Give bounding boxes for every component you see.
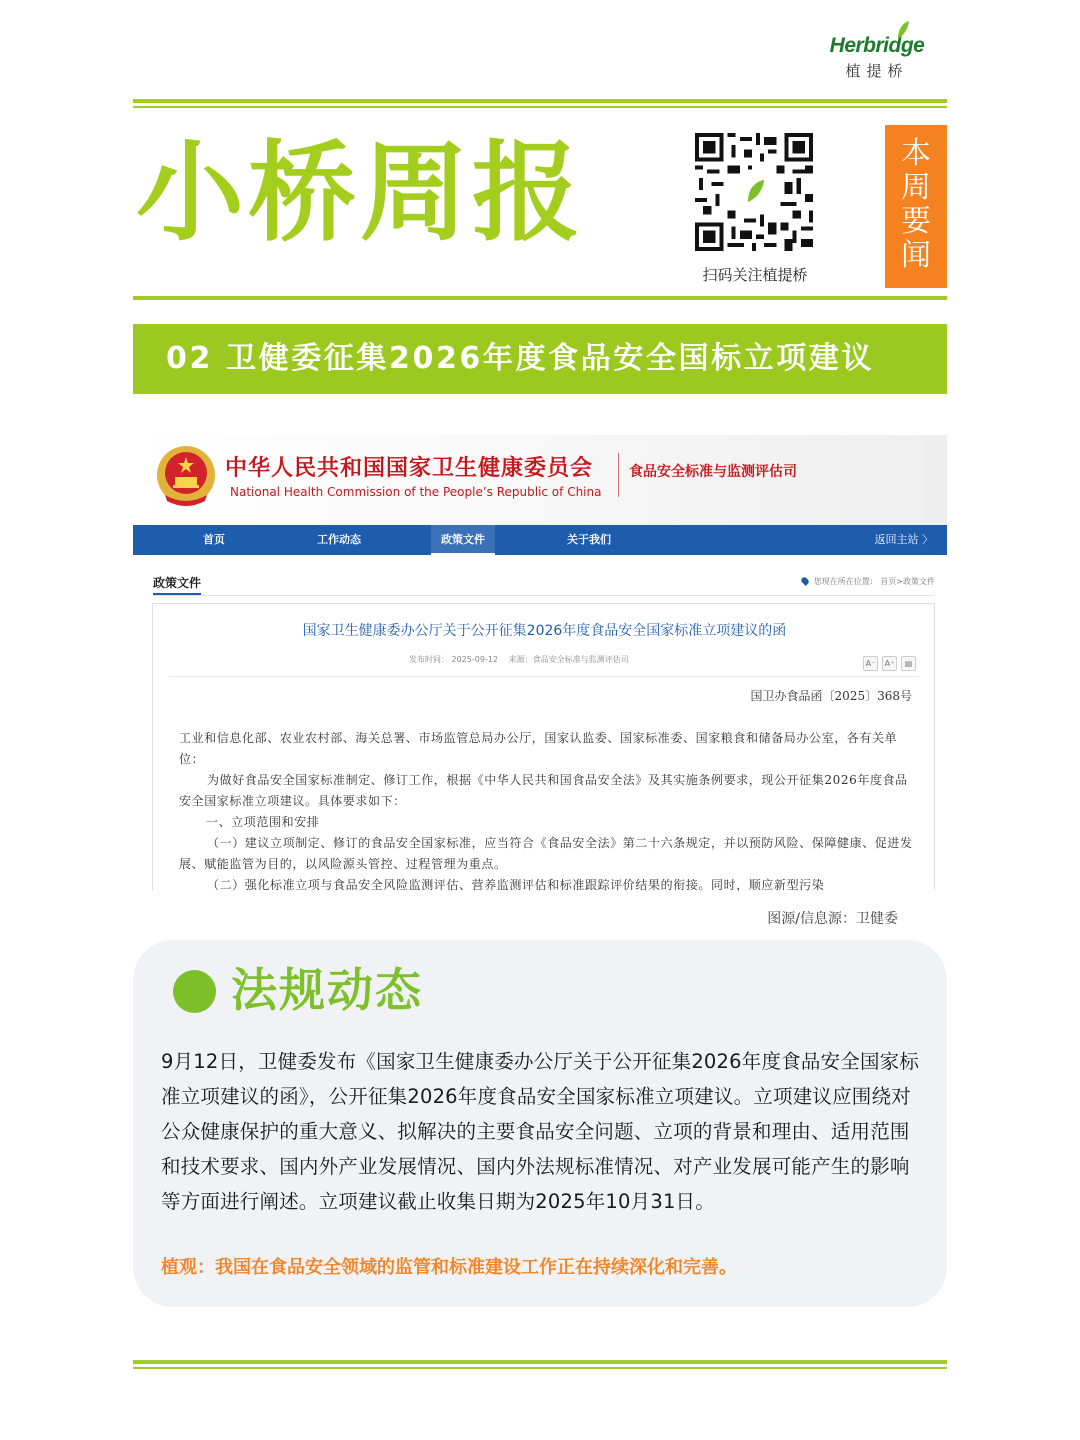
department-name: 食品安全标准与监测评估司 [629, 464, 797, 480]
nav-item-policy[interactable]: 政策文件 [431, 525, 495, 555]
org-name-cn: 中华人民共和国国家卫生健康委员会 [225, 456, 594, 481]
card-title: 法规动态 [231, 963, 423, 1017]
card-commentary: 植观：我国在食品安全领域的监管和标准建设工作正在持续深化和完善。 [161, 1257, 737, 1278]
qr-code[interactable] [695, 133, 813, 251]
location-pin-icon [800, 576, 810, 586]
document-paragraph: 为做好食品安全国家标准制定、修订工作，根据《中华人民共和国食品安全法》及其实施条例要求，现公开征集2026年度食品安全国家标准立项建议。具体要求如下： [179, 773, 908, 808]
document-source: 来源：食品安全标准与监测评估司 [508, 655, 629, 664]
font-increase-icon[interactable]: A⁺ [882, 656, 897, 671]
logo-chinese-name: 植提桥 [845, 62, 909, 80]
nav-item-work-news[interactable]: 工作动态 [317, 533, 361, 546]
top-double-rule [133, 99, 947, 108]
site-nav [133, 525, 947, 555]
image-source-credit: 图源/信息源：卫健委 [767, 911, 898, 927]
national-emblem-icon [155, 443, 217, 509]
bullet-dot-icon [173, 970, 216, 1013]
site-header [133, 435, 947, 525]
section-tag [885, 125, 947, 288]
leaf-icon [896, 20, 910, 40]
org-name-en: National Health Commission of the People’s Republic of China [230, 485, 602, 499]
print-icon[interactable]: ▤ [901, 656, 916, 671]
qr-caption: 扫码关注植提桥 [702, 266, 808, 284]
document-body [179, 728, 915, 891]
breadcrumb [802, 576, 935, 587]
website-screenshot [133, 435, 947, 891]
bottom-double-rule [133, 1360, 947, 1369]
publish-date: 发布时间： 2025-09-12 [409, 655, 499, 664]
regulation-news-card [133, 940, 947, 1307]
logo-wordmark: Herbridge [829, 34, 925, 57]
font-decrease-icon[interactable]: A⁻ [863, 656, 878, 671]
breadcrumb-text[interactable]: 您现在所在位置： 首页>政策文件 [813, 577, 935, 586]
masthead-title: 小桥周报 [136, 131, 585, 256]
document-title: 国家卫生健康委办公厅关于公开征集2026年度食品安全国家标准立项建议的函 [302, 623, 787, 639]
document-meta [409, 654, 637, 665]
document-paragraph: （一）建议立项制定、修订的食品安全国家标准，应当符合《食品安全法》第二十六条规定，并以预防风险、保障健康、促进发展、赋能监管为目的，以风险源头管控、过程管理为重点。 [179, 836, 913, 871]
document-number: 国卫办食品函〔2025〕368号 [750, 689, 912, 703]
section-title: 政策文件 [153, 574, 201, 595]
nav-item-home[interactable]: 首页 [203, 533, 225, 546]
divider [169, 676, 919, 677]
section-tag-char: 要 [901, 204, 931, 239]
document-paragraph: （二）强化标准立项与食品安全风险监测评估、营养监测评估和标准跟踪评价结果的衔接。同时，顺应新型污染 [207, 878, 825, 891]
section-tag-char: 本 [901, 136, 931, 171]
header-divider [618, 453, 619, 497]
document-paragraph: 工业和信息化部、农业农村部、海关总署、市场监管总局办公厅，国家认监委、国家标准委、国家粮食和储备局办公室，各有关单位： [179, 731, 898, 766]
mid-double-rule [133, 296, 947, 300]
back-to-main-site-link[interactable]: 返回主站 〉 [874, 533, 933, 546]
document-heading: 一、立项范围和安排 [206, 815, 320, 829]
article-banner: 02 卫健委征集2026年度食品安全国标立项建议 [133, 324, 947, 394]
section-tag-char: 闻 [901, 238, 931, 273]
herbridge-logo [812, 18, 942, 88]
document-panel [152, 603, 935, 891]
section-tag-char: 周 [901, 170, 931, 205]
document-tools [859, 651, 916, 671]
divider [153, 595, 935, 596]
nav-item-about[interactable]: 关于我们 [567, 533, 611, 546]
card-body-text: 9月12日，卫健委发布《国家卫生健康委办公厅关于公开征集2026年度食品安全国家标准立项建议的函》，公开征集2026年度食品安全国家标准立项建议。立项建议应围绕对公众健康保护的重大意义、拟解决的主要食品安全问题、立项的背景和理由、适用范围和技术要求、国内外产业发展情况、国内外法规标准情况、对产业发展可能产生的影响等方面进行阐述。立项建议截止收集日期为2025年10月31日。 [161, 1050, 920, 1213]
